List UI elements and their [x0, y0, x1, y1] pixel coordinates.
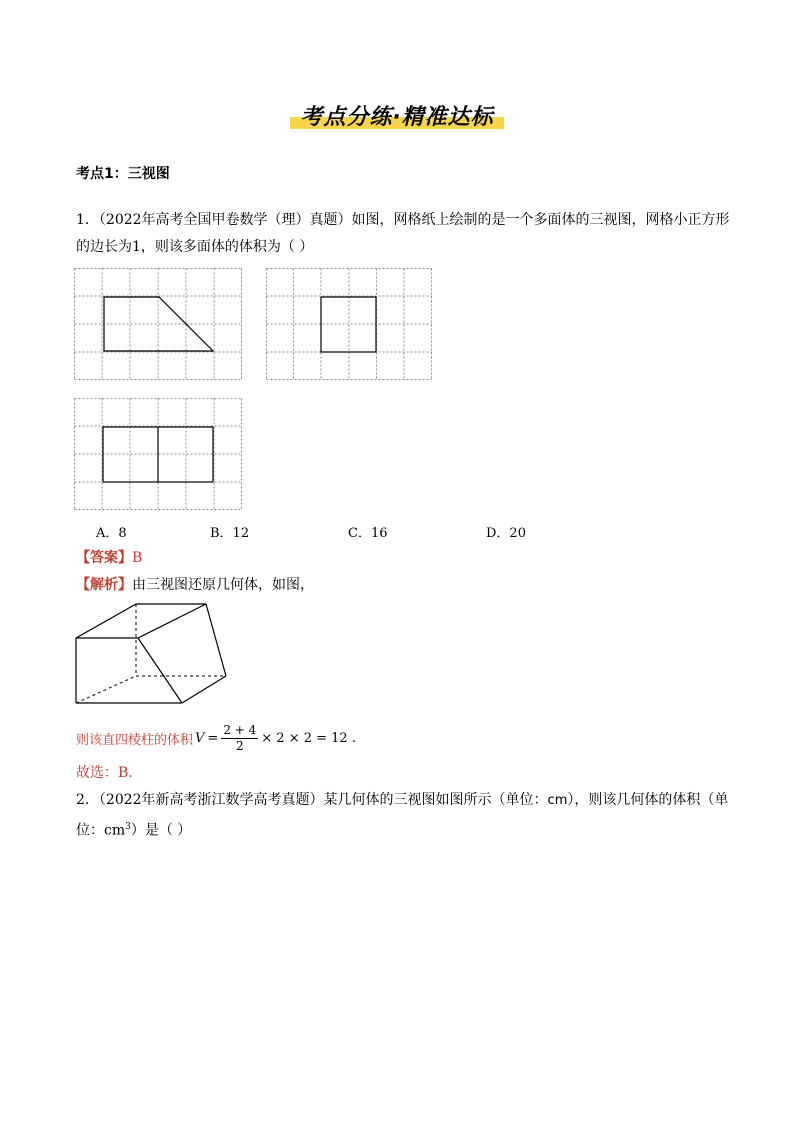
q1-stem-line2: 的边长为1，则该多面体的体积为（ ）: [76, 239, 314, 255]
q1-option-b[interactable]: B．12: [210, 526, 250, 541]
q1-stem-line1: 1．（2022年高考全国甲卷数学（理）真题）如图，网格纸上绘制的是一个多面体的三视图，网格小正方形: [76, 212, 730, 228]
analysis-text: 由三视图还原几何体，如图，: [132, 577, 314, 593]
q1-analysis: [76, 573, 314, 597]
q1-volume-formula: [76, 718, 356, 758]
fraction-denominator: 2: [235, 738, 244, 753]
volume-prefix: 则该直四棱柱的体积: [76, 732, 194, 748]
fraction-numerator: 2 + 4: [223, 722, 257, 737]
q2-unit-superscript: 3: [125, 822, 131, 832]
q2-stem-line2: [76, 815, 191, 843]
page-title: [0, 98, 794, 133]
q2-line1-part2: ），则该几何体的体积（单: [567, 792, 729, 808]
q2-line2-part2: ）是（ ）: [130, 822, 192, 839]
q1-option-a[interactable]: A．8: [96, 526, 127, 541]
q1-option-d[interactable]: D．20: [486, 526, 526, 541]
analysis-label: 【解析】: [76, 577, 132, 593]
q2-unit-cm3: cm: [104, 822, 126, 839]
q2-unit-cm: cm: [547, 793, 568, 808]
volume-variable: V: [195, 730, 205, 746]
volume-fraction: [221, 723, 258, 754]
side-view-diagram: [266, 268, 432, 380]
answer-label: 【答案】: [76, 550, 132, 566]
q2-line1-part1: 2．（2022年新高考浙江数学高考真题）某几何体的三视图如图所示（单位：: [76, 792, 548, 808]
answer-value: B: [132, 550, 143, 566]
volume-rest: × 2 × 2 = 12 .: [261, 730, 356, 746]
prism-3d-diagram: [72, 600, 232, 710]
q1-option-c[interactable]: C．16: [348, 526, 388, 541]
volume-equals: =: [207, 730, 219, 746]
section-heading: 考点1：三视图: [76, 166, 170, 182]
q1-conclusion: 故选：B.: [76, 765, 133, 781]
top-view-diagram: [74, 398, 242, 510]
q2-line2-part1: 位：: [76, 822, 104, 839]
q2-stem-line1: [76, 788, 728, 813]
front-view-diagram: [74, 268, 242, 380]
page-title-text: 考点分练·精准达标: [290, 98, 503, 133]
q1-answer: [76, 546, 142, 570]
